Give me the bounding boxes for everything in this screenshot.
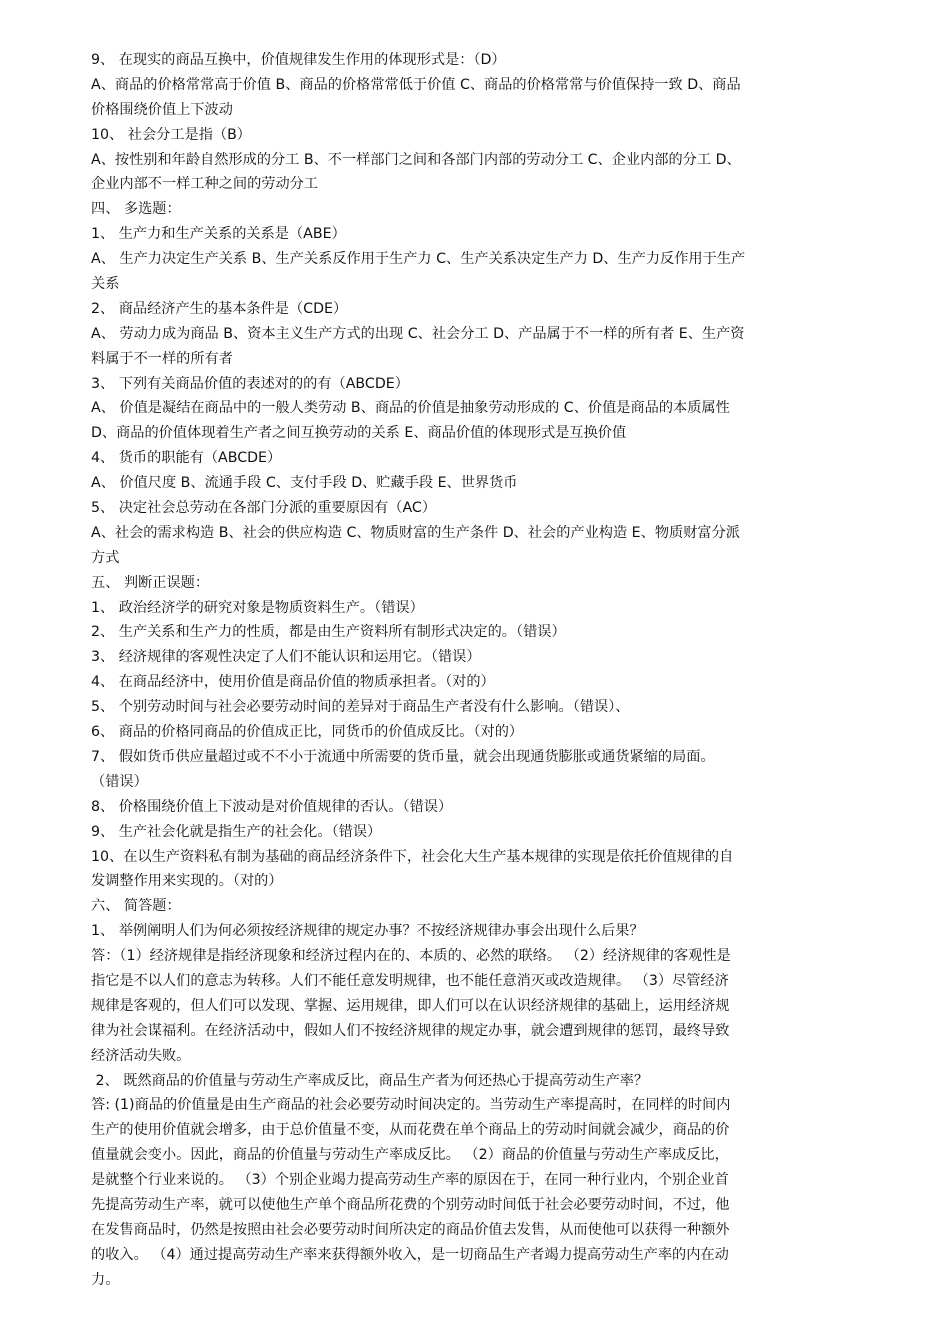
text-line: 10、在以生产资料私有制为基础的商品经济条件下，社会化大生产基本规律的实现是依托价值规律的自 [91, 848, 734, 865]
text-line: 4、 货币的职能有（ABCDE） [91, 450, 282, 467]
text-line: 2、 商品经济产生的基本条件是（CDE） [91, 300, 348, 317]
text-line: 1、 生产力和生产关系的关系是（ABE） [91, 226, 346, 243]
text-line: 是就整个行业来说的。 （3）个别企业竭力提高劳动生产率的原因在于，在同一种行业内，个别企业首 [91, 1172, 729, 1189]
text-line: 答：（1）经济规律是指经济现象和经济过程内在的、本质的、必然的联络。 （2）经济规律的客观性是 [91, 948, 731, 965]
text-line: A、社会的需求构造 B、社会的供应构造 C、物质财富的生产条件 D、社会的产业构造 E、物质财富分派 [91, 524, 740, 541]
text-line: 关系 [91, 276, 120, 293]
text-line: A、 价值尺度 B、流通手段 C、支付手段 D、贮藏手段 E、世界货币 [91, 475, 518, 492]
text-line: 7、 假如货币供应量超过或不不小于流通中所需要的货币量，就会出现通货膨胀或通货紧缩的局面。 [91, 748, 715, 765]
text-line: 发调整作用来实现的。（对的） [91, 873, 283, 890]
text-line: D、商品的价值体现着生产者之间互换劳动的关系 E、商品价值的体现形式是互换价值 [91, 425, 627, 442]
text-line: A、 劳动力成为商品 B、资本主义生产方式的出现 C、社会分工 D、产品属于不一样的所有者 E、生产资 [91, 325, 745, 342]
text-line: 5、 个别劳动时间与社会必要劳动时间的差异对于商品生产者没有什么影响。（错误）、 [91, 699, 630, 716]
text-line: 企业内部不一样工种之间的劳动分工 [91, 176, 319, 193]
text-line: 3、 经济规律的客观性决定了人们不能认识和运用它。（错误） [91, 649, 481, 666]
text-line: 生产的使用价值就会增多，由于总价值量不变，从而花费在单个商品上的劳动时间就会减少，商品的价 [91, 1122, 730, 1139]
text-line: 值量就会变小。因此，商品的价值量与劳动生产率成反比。 （2）商品的价值量与劳动生产率成反比， [91, 1147, 729, 1164]
text-line: A、 生产力决定生产关系 B、生产关系反作用于生产力 C、生产关系决定生产力 D、生产力反作用于生产 [91, 251, 746, 268]
text-line: 律为社会谋福利。在经济活动中，假如人们不按经济规律的规定办事，就会遭到规律的惩罚，最终导致 [91, 1022, 730, 1039]
text-line: 答: (1)商品的价值量是由生产商品的社会必要劳动时间决定的。当劳动生产率提高时，在同样的时间内 [91, 1097, 731, 1114]
text-line: 六、 简答题： [91, 898, 181, 915]
text-line: 料属于不一样的所有者 [91, 350, 233, 367]
text-line: A、 价值是凝结在商品中的一般人类劳动 B、商品的价值是抽象劳动形成的 C、价值是商品的本质属性 [91, 400, 730, 417]
text-line: 力。 [91, 1271, 120, 1288]
text-line: 方式 [91, 549, 120, 566]
text-line: 价格围绕价值上下波动 [91, 101, 233, 118]
text-line: 8、 价格围绕价值上下波动是对价值规律的否认。（错误） [91, 798, 453, 815]
text-line: 先提高劳动生产率，就可以使他生产单个商品所花费的个别劳动时间低于社会必要劳动时间，不过，他 [91, 1196, 730, 1213]
text-line: 的收入。 （4）通过提高劳动生产率来获得额外收入，是一切商品生产者竭力提高劳动生产率的内在动 [91, 1246, 729, 1263]
text-line: 9、 在现实的商品互换中，价值规律发生作用的体现形式是：（D） [91, 52, 506, 68]
text-line: 规律是客观的，但人们可以发现、掌握、运用规律，即人们可以在认识经济规律的基础上，运用经济规 [91, 997, 730, 1014]
text-line: 四、 多选题： [91, 201, 181, 218]
text-line: 2、 生产关系和生产力的性质，都是由生产资料所有制形式决定的。（错误） [91, 624, 566, 641]
text-line: 在发售商品时，仍然是按照由社会必要劳动时间所决定的商品价值去发售，从而使他可以获得一种额外 [91, 1221, 730, 1238]
text-line: A、按性别和年龄自然形成的分工 B、不一样部门之间和各部门内部的劳动分工 C、企业内部的分工 D、 [91, 151, 741, 168]
text-line: 1、 举例阐明人们为何必须按经济规律的规定办事？不按经济规律办事会出现什么后果？ [91, 923, 644, 940]
text-line: （错误） [91, 773, 148, 790]
text-line: 3、 下列有关商品价值的表述对的的有（ABCDE） [91, 375, 409, 392]
text-line: 指它是不以人们的意志为转移。人们不能任意发明规律，也不能任意消灭或改造规律。 （3）尽管经济 [91, 972, 729, 989]
text-line: 4、 在商品经济中，使用价值是商品价值的物质承担者。（对的） [91, 674, 495, 691]
text-line: 9、 生产社会化就是指生产的社会化。（错误） [91, 823, 382, 840]
text-line: 经济活动失败。 [91, 1047, 191, 1064]
document-page [91, 48, 861, 1293]
text-line: 2、 既然商品的价值量与劳动生产率成反比，商品生产者为何还热心于提高劳动生产率？ [91, 1072, 649, 1089]
text-line: 五、 判断正误题： [91, 574, 210, 591]
text-line: A、商品的价格常常高于价值 B、商品的价格常常低于价值 C、商品的价格常常与价值保持一致 D、商品 [91, 76, 741, 93]
text-line: 1、 政治经济学的研究对象是物质资料生产。（错误） [91, 599, 424, 616]
text-line: 5、 决定社会总劳动在各部门分派的重要原因有（AC） [91, 500, 437, 517]
text-line: 6、 商品的价格同商品的价值成正比，同货币的价值成反比。（对的） [91, 724, 524, 741]
text-line: 10、 社会分工是指（B） [91, 126, 251, 143]
